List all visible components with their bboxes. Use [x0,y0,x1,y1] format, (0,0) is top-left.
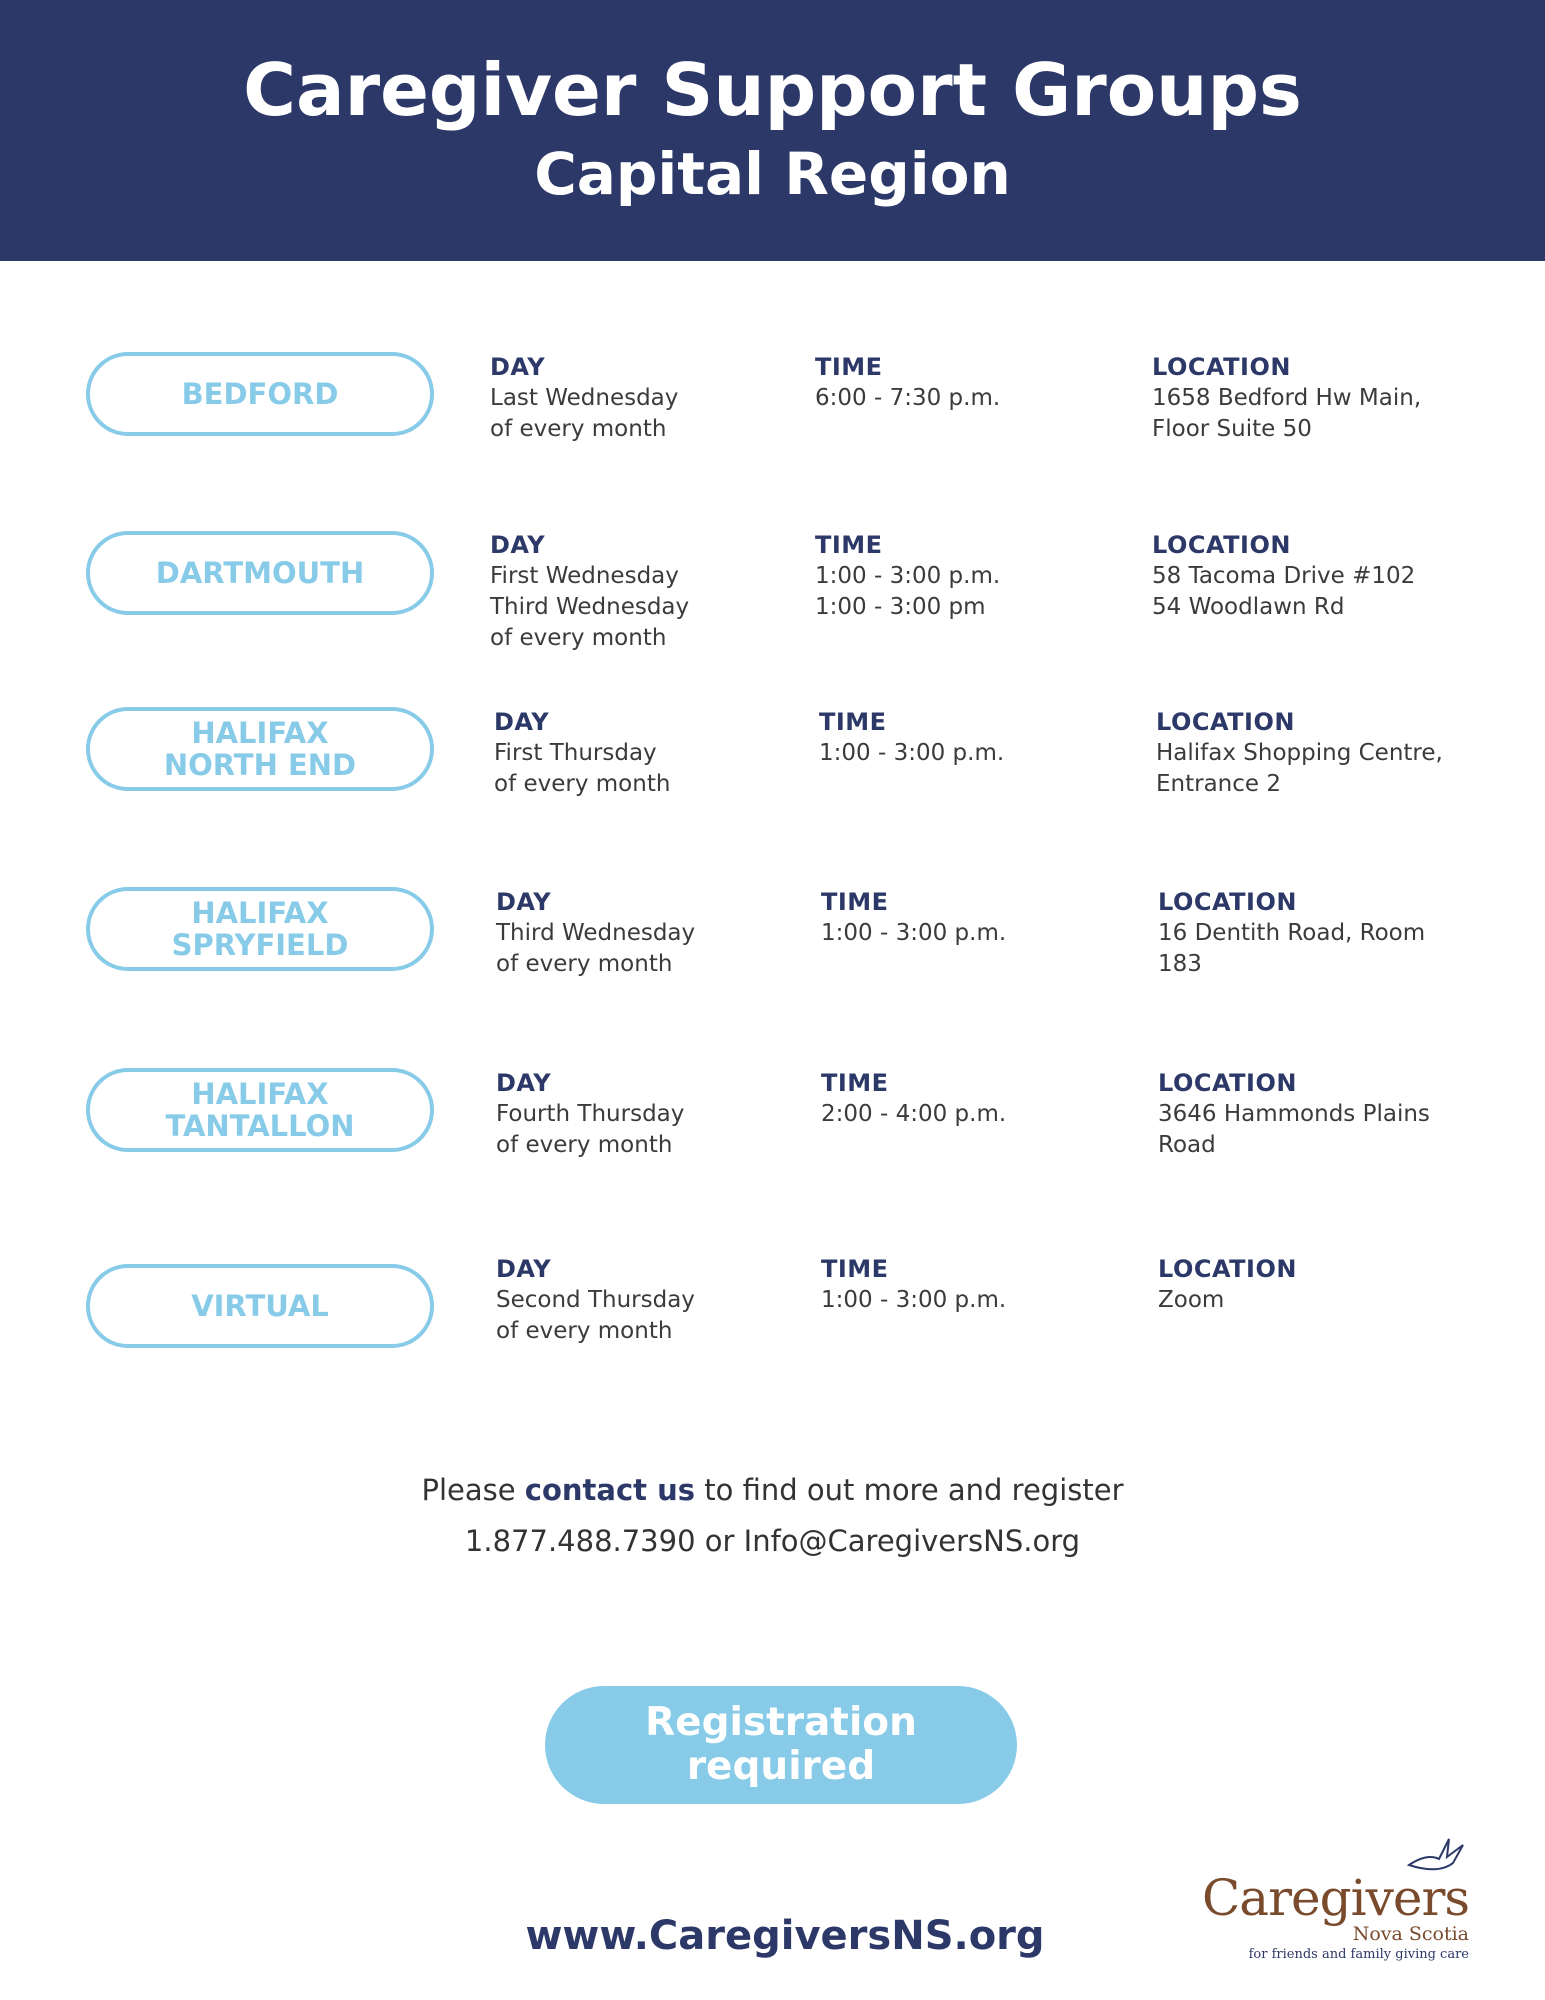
caregivers-logo [1202,1835,1485,1965]
time-label: TIME [821,1069,889,1097]
day-column [490,352,678,445]
location-column [1158,887,1425,980]
day-column [496,1254,695,1347]
contact-suffix: to find out more and register [695,1473,1124,1507]
location-label: LOCATION [1158,1255,1297,1283]
time-value: 1:00 - 3:00 pm [815,594,986,620]
location-value: 58 Tacoma Drive #102 [1152,563,1416,589]
day-value: Last Wednesday [490,385,679,411]
time-column [821,887,1006,949]
location-label: LOCATION [1158,888,1297,916]
group-name-pill [86,1068,434,1152]
group-name-pill [86,887,434,971]
location-value: 183 [1158,951,1202,977]
day-value: of every month [496,1132,673,1158]
day-label: DAY [496,1069,552,1097]
day-value: Third Wednesday [496,920,696,946]
location-label: LOCATION [1158,1069,1297,1097]
group-name-pill [86,1264,434,1348]
location-column [1152,530,1415,623]
contact-line [0,1473,1545,1507]
time-value: 1:00 - 3:00 p.m. [821,1287,1007,1313]
location-value: 54 Woodlawn Rd [1152,594,1345,620]
day-value: of every month [496,1318,673,1344]
time-label: TIME [821,1255,889,1283]
day-label: DAY [490,353,546,381]
registration-badge: Registration required [545,1686,1017,1804]
logo-tagline: for friends and family giving care [1248,1947,1469,1962]
contact-details[interactable]: 1.877.488.7390 or Info@CaregiversNS.org [464,1524,1081,1558]
day-column [490,530,689,654]
day-label: DAY [494,708,550,736]
time-value: 1:00 - 3:00 p.m. [815,563,1001,589]
day-value: of every month [490,625,667,651]
page-title: Caregiver Support Groups [243,48,1302,132]
group-name: DARTMOUTH [155,556,365,590]
time-value: 1:00 - 3:00 p.m. [821,920,1007,946]
group-row [0,352,1545,532]
contact-prefix: Please [421,1473,525,1507]
time-column [819,707,1004,769]
day-value: Fourth Thursday [496,1101,685,1127]
contact-us-link[interactable]: contact us [524,1473,696,1507]
day-value: Third Wednesday [490,594,690,620]
day-label: DAY [496,1255,552,1283]
time-label: TIME [815,531,883,559]
group-name: HALIFAX TANTALLON [165,1077,355,1143]
location-column [1152,352,1421,445]
location-value: Entrance 2 [1156,771,1281,797]
location-label: LOCATION [1152,353,1291,381]
time-label: TIME [821,888,889,916]
day-label: DAY [490,531,546,559]
website-link[interactable]: www.CaregiversNS.org [525,1913,1045,1959]
group-name: HALIFAX SPRYFIELD [171,896,349,962]
location-label: LOCATION [1156,708,1295,736]
group-row [0,530,1545,710]
time-label: TIME [815,353,883,381]
day-value: First Thursday [494,740,657,766]
location-value: Road [1158,1132,1216,1158]
location-value: 16 Dentith Road, Room [1158,920,1426,946]
group-name-pill [86,531,434,615]
logo-region: Nova Scotia [1352,1923,1469,1945]
time-column [815,530,1000,623]
group-row [0,1254,1545,1434]
group-name-pill [86,352,434,436]
location-value: 3646 Hammonds Plains [1158,1101,1430,1127]
time-column [821,1254,1006,1316]
location-column [1158,1254,1297,1316]
location-column [1156,707,1443,800]
time-column [815,352,1000,414]
time-value: 6:00 - 7:30 p.m. [815,385,1001,411]
group-row [0,887,1545,1067]
day-column [496,887,695,980]
logo-wordmark: Caregivers [1202,1869,1469,1927]
time-column [821,1068,1006,1130]
group-name: HALIFAX NORTH END [163,716,357,782]
group-row [0,707,1545,887]
header-banner [0,0,1545,261]
time-value: 2:00 - 4:00 p.m. [821,1101,1007,1127]
day-value: of every month [490,416,667,442]
day-value: of every month [496,951,673,977]
location-column [1158,1068,1430,1161]
group-name-pill [86,707,434,791]
location-value: Zoom [1158,1287,1225,1313]
group-name: BEDFORD [181,377,339,411]
page-subtitle: Capital Region [534,140,1011,208]
day-value: Second Thursday [496,1287,695,1313]
group-name: VIRTUAL [191,1289,329,1323]
group-row [0,1068,1545,1248]
location-label: LOCATION [1152,531,1291,559]
day-label: DAY [496,888,552,916]
day-value: of every month [494,771,671,797]
location-value: 1658 Bedford Hw Main, [1152,385,1422,411]
location-value: Floor Suite 50 [1152,416,1312,442]
day-value: First Wednesday [490,563,679,589]
day-column [496,1068,684,1161]
time-label: TIME [819,708,887,736]
day-column [494,707,670,800]
time-value: 1:00 - 3:00 p.m. [819,740,1005,766]
location-value: Halifax Shopping Centre, [1156,740,1443,766]
